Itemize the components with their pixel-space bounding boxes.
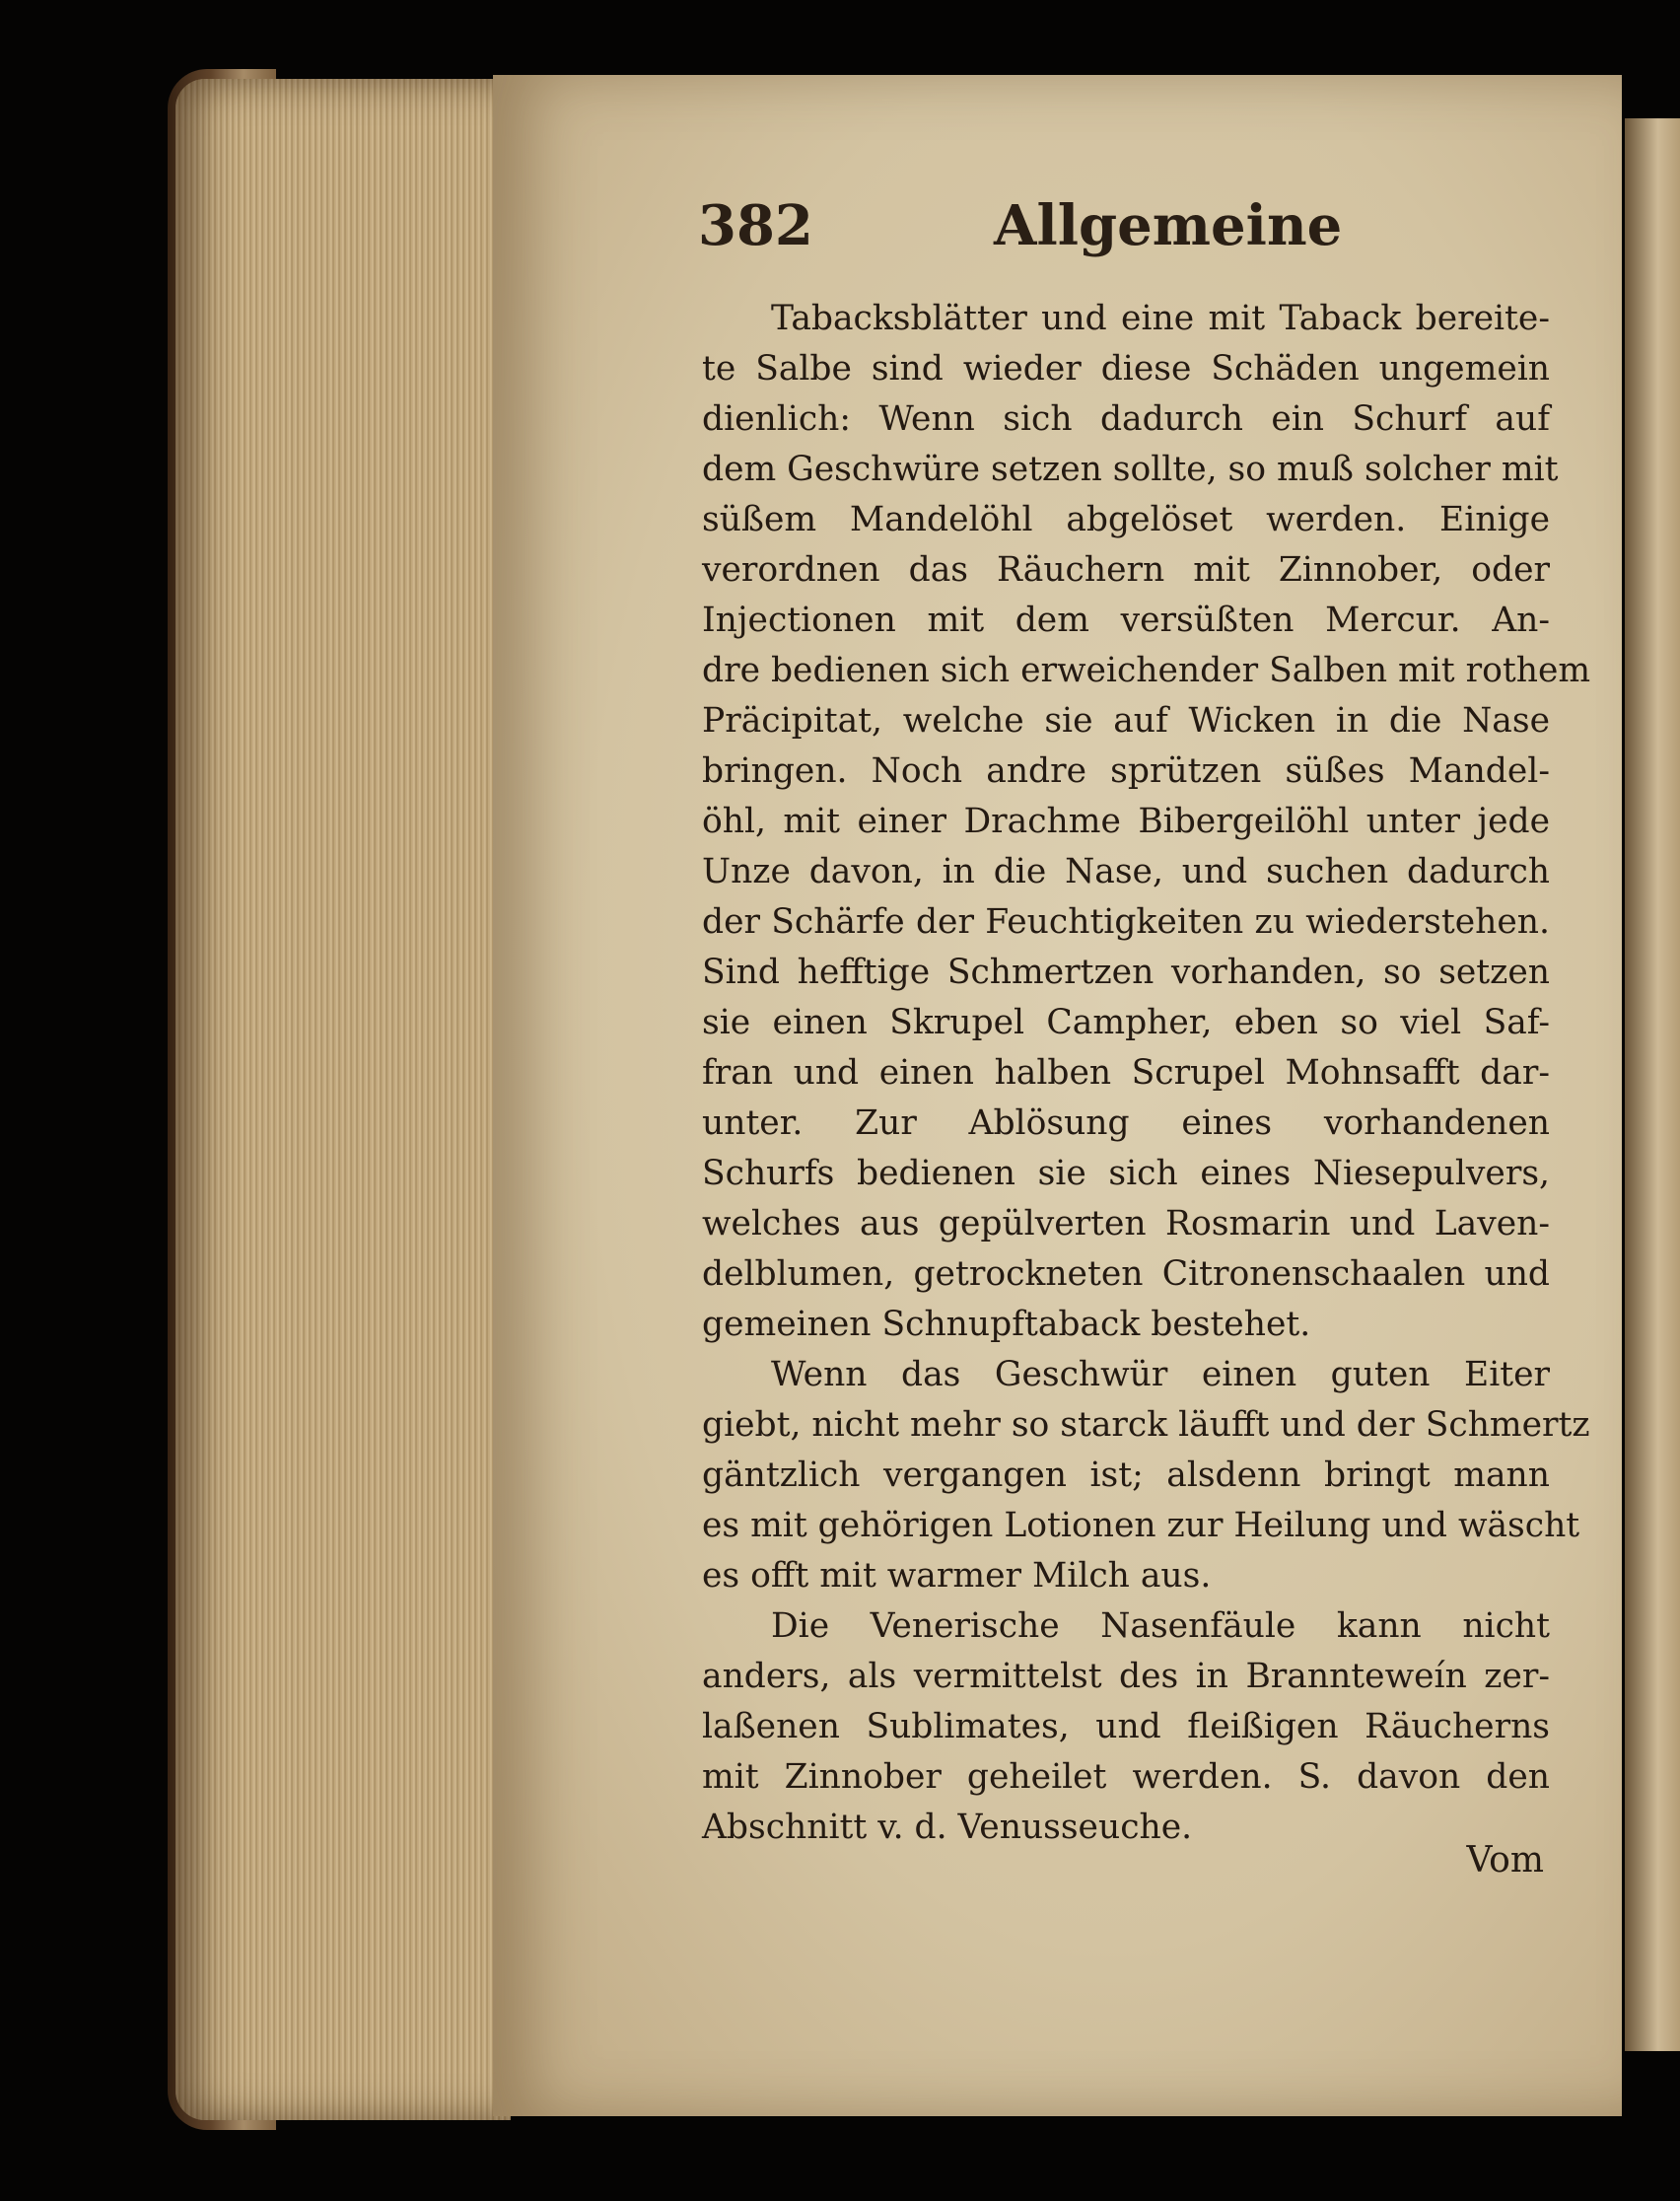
text-line: bringen. Noch andre sprützen süßes Mandel- xyxy=(702,751,1550,791)
text-line: süßem Mandelöhl abgelöset werden. Einige xyxy=(702,500,1550,539)
text-line: Wenn das Geschwür einen guten Eiter xyxy=(771,1355,1550,1394)
text-line: es offt mit warmer Milch aus. xyxy=(702,1556,1212,1596)
text-line: Präcipitat, welche sie auf Wicken in die Nase xyxy=(702,701,1550,741)
text-line: Abschnitt v. d. Venusseuche. xyxy=(702,1808,1193,1847)
text-line: Die Venerische Nasenfäule kann nicht xyxy=(771,1606,1550,1646)
text-line: laßenen Sublimates, und fleißigen Räucherns xyxy=(702,1707,1550,1746)
text-line: te Salbe sind wieder diese Schäden ungemein xyxy=(702,349,1550,389)
text-line: mit Zinnober geheilet werden. S. davon den xyxy=(702,1757,1550,1797)
body-text xyxy=(702,294,1591,1853)
text-line: öhl, mit einer Drachme Bibergeilöhl unter jede xyxy=(702,802,1550,841)
catchword: Vom xyxy=(1466,1840,1544,1881)
text-line: Schurfs bedienen sie sich eines Niesepulvers, xyxy=(702,1154,1550,1193)
text-line: der Schärfe der Feuchtigkeiten zu wiederstehen. xyxy=(702,902,1550,942)
text-line: Sind hefftige Schmertzen vorhanden, so setzen xyxy=(702,953,1550,992)
text-line: sie einen Skrupel Campher, eben so viel Saf- xyxy=(702,1003,1550,1042)
page-header xyxy=(698,193,1343,272)
text-line: gemeinen Schnupftaback bestehet. xyxy=(702,1305,1311,1344)
page-block-edges xyxy=(175,79,511,2120)
text-line: anders, als vermittelst des in Brannteweín zer- xyxy=(702,1657,1550,1696)
text-line: dem Geschwüre setzen sollte, so muß solcher mit xyxy=(702,450,1559,489)
text-line: gäntzlich vergangen ist; alsdenn bringt mann xyxy=(702,1456,1550,1495)
text-line: Injectionen mit dem versüßten Mercur. An- xyxy=(702,601,1550,640)
facing-page-edge xyxy=(1625,118,1680,2051)
text-line: verordnen das Räuchern mit Zinnober, oder xyxy=(702,550,1550,590)
text-line: giebt, nicht mehr so starck läufft und der Schmertz xyxy=(702,1405,1590,1445)
running-head: Allgemeine xyxy=(994,193,1343,258)
page-number: 382 xyxy=(698,193,813,258)
text-line: fran und einen halben Scrupel Mohnsafft dar- xyxy=(702,1053,1550,1093)
text-line: dienlich: Wenn sich dadurch ein Schurf auf xyxy=(702,399,1550,439)
text-line: welches aus gepülverten Rosmarin und Laven- xyxy=(702,1204,1550,1243)
text-line: Tabacksblätter und eine mit Taback bereite- xyxy=(771,299,1550,338)
text-line: unter. Zur Ablösung eines vorhandenen xyxy=(702,1103,1550,1143)
text-line: Unze davon, in die Nase, und suchen dadurch xyxy=(702,852,1550,891)
text-line: es mit gehörigen Lotionen zur Heilung und wäscht xyxy=(702,1506,1580,1545)
text-line: delblumen, getrockneten Citronenschaalen und xyxy=(702,1254,1550,1294)
text-line: dre bedienen sich erweichender Salben mit rothem xyxy=(702,651,1591,690)
